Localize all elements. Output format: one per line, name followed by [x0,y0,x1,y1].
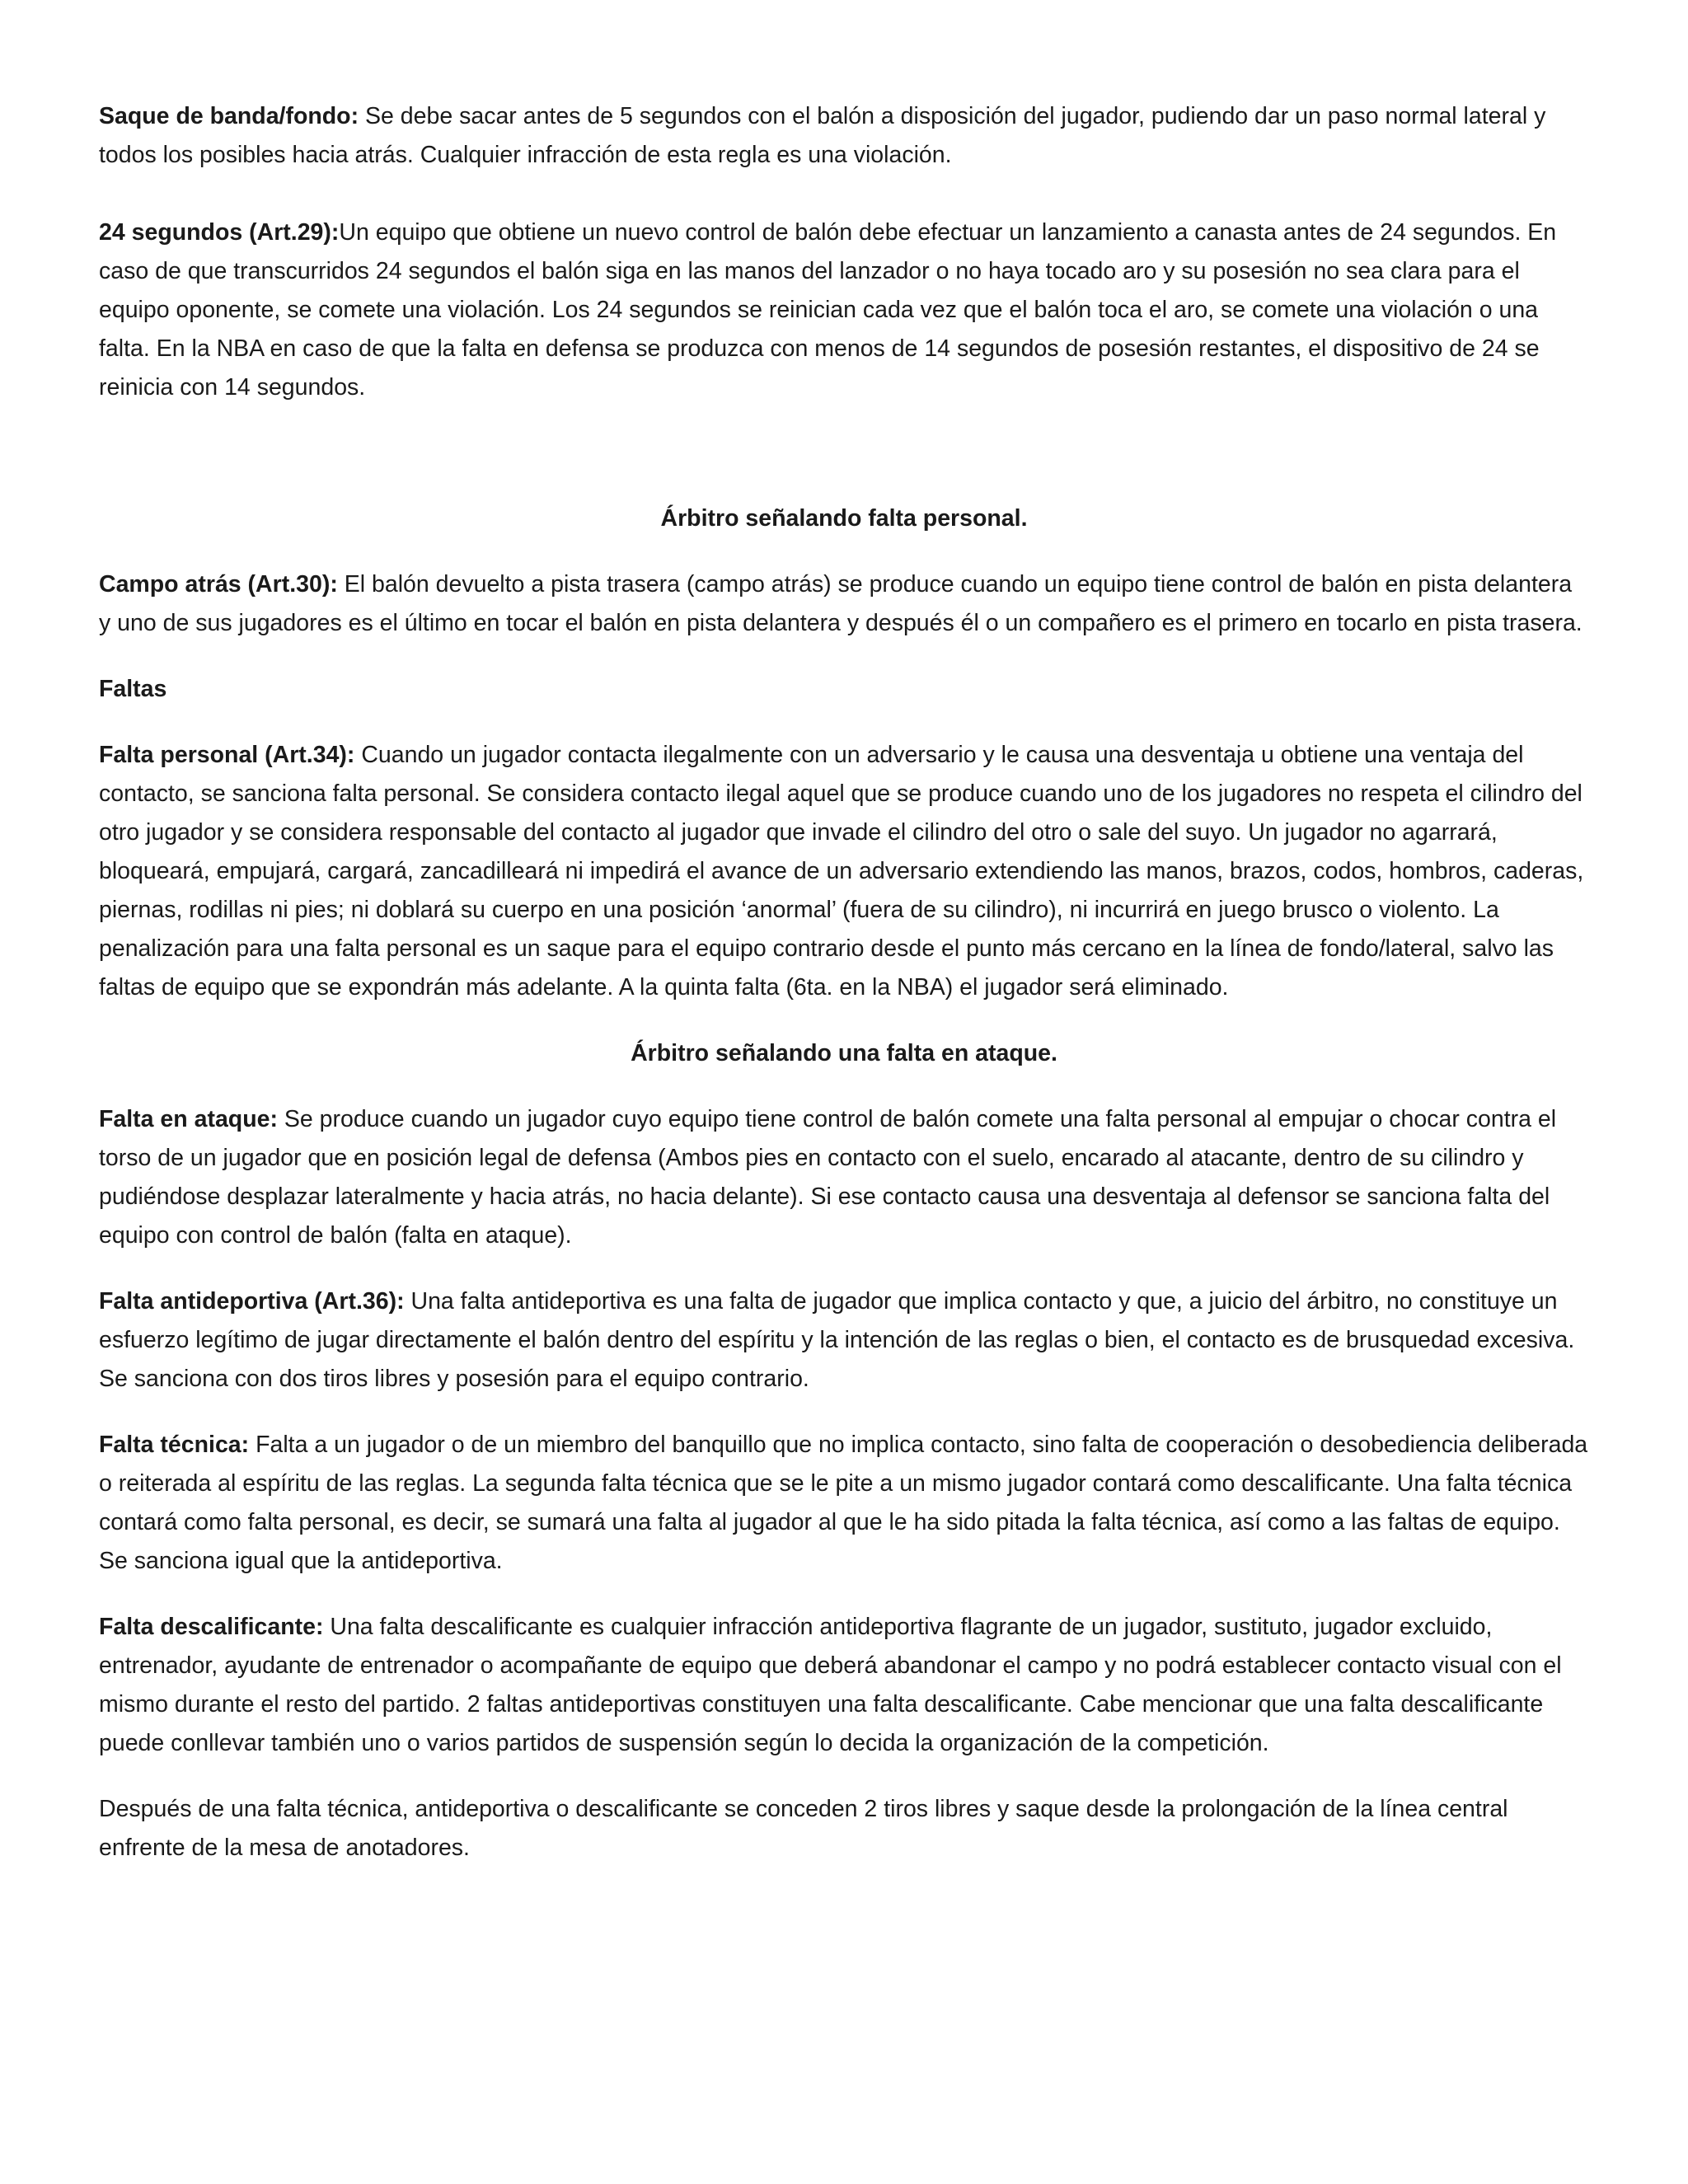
paragraph-falta-en-ataque [99,1100,1589,1255]
term-faltas: Faltas [99,676,167,702]
paragraph-text: Después de una falta técnica, antideportiva o descalificante se conceden 2 tiros libres y saque desde la prolongación de la línea central enfrente de la mesa de anotadores. [99,1796,1508,1861]
paragraph-text: Se debe sacar antes de 5 segundos con el balón a disposición del jugador, pudiendo dar un paso normal lateral y todos los posibles hacia atrás. Cualquier infracción de esta regla es una violación. [99,103,1546,168]
term-falta-tecnica: Falta técnica: [99,1432,250,1458]
paragraph-text: Falta a un jugador o de un miembro del banquillo que no implica contacto, sino falta de cooperación o desobediencia deliberada o reiterada al espíritu de las reglas. La segunda falta técnica que se le pite a un mismo jugador contará como descalificante. Una falta técnica contará como falta personal, es decir, se sumará una falta al jugador al que le ha sido pitada la falta técnica, así como a las faltas de equipo. Se sanciona igual que la antideportiva. [99,1432,1588,1574]
paragraph-text: Una falta antideportiva es una falta de jugador que implica contacto y que, a juicio del árbitro, no constituye un esfuerzo legítimo de jugar directamente el balón dentro del espíritu y la intención de las reglas o bien, el contacto es de brusquedad excesiva. Se sanciona con dos tiros libres y posesión para el equipo contrario. [99,1288,1575,1392]
term-saque-banda-fondo: Saque de banda/fondo: [99,103,359,129]
section-heading-faltas [99,670,1589,709]
paragraph-24-segundos [99,213,1589,407]
caption-falta-en-ataque: Árbitro señalando una falta en ataque. [631,1040,1057,1066]
term-falta-personal: Falta personal (Art.34): [99,742,355,768]
paragraph-campo-atras [99,565,1589,643]
term-falta-descalificante: Falta descalificante: [99,1614,324,1640]
paragraph-text: Se produce cuando un jugador cuyo equipo tiene control de balón comete una falta personal al empujar o chocar contra el torso de un jugador que en posición legal de defensa (Ambos pies en contacto con el suelo, encarado al atacante, dentro de su cilindro y pudiéndose desplazar lateralmente y hacia atrás, no hacia delante). Si ese contacto causa una desventaja al defensor se sanciona falta del equipo con control de balón (falta en ataque). [99,1106,1557,1249]
paragraph-text: El balón devuelto a pista trasera (campo atrás) se produce cuando un equipo tiene control de balón en pista delantera y uno de sus jugadores es el último en tocar el balón en pista delantera y después él o un compañero es el primero en tocarlo en pista trasera. [99,571,1582,636]
paragraph-text: Un equipo que obtiene un nuevo control de balón debe efectuar un lanzamiento a canasta antes de 24 segundos. En caso de que transcurridos 24 segundos el balón siga en las manos del lanzador o no haya tocado aro y su posesión no sea clara para el equipo oponente, se comete una violación. Los 24 segundos se reinician cada vez que el balón toca el aro, se comete una violación o una falta. En la NBA en caso de que la falta en defensa se produzca con menos de 14 segundos de posesión restantes, el dispositivo de 24 se reinicia con 14 segundos. [99,219,1557,401]
paragraph-falta-tecnica [99,1426,1589,1581]
paragraph-tiros-libres [99,1790,1589,1868]
term-falta-antideportiva: Falta antideportiva (Art.36): [99,1288,405,1315]
paragraph-text: Una falta descalificante es cualquier infracción antideportiva flagrante de un jugador, sustituto, jugador excluido, entrenador, ayudante de entrenador o acompañante de equipo que deberá abandonar el campo y no podrá establecer contacto visual con el mismo durante el resto del partido. 2 faltas antideportivas constituyen una falta descalificante. Cabe mencionar que una falta descalificante puede conllevar también uno o varios partidos de suspensión según lo decida la organización de la competición. [99,1614,1562,1756]
document-page [99,97,1589,1868]
paragraph-falta-descalificante [99,1608,1589,1763]
term-campo-atras: Campo atrás (Art.30): [99,571,338,598]
paragraph-saque-banda-fondo [99,97,1589,175]
term-falta-en-ataque: Falta en ataque: [99,1106,278,1132]
paragraph-text: Cuando un jugador contacta ilegalmente con un adversario y le causa una desventaja u obtiene una ventaja del contacto, se sanciona falta personal. Se considera contacto ilegal aquel que se produce cuando uno de los jugadores no respeta el cilindro del otro jugador y se considera responsable del contacto al jugador que invade el cilindro del otro o sale del suyo. Un jugador no agarrará, bloqueará, empujará, cargará, zancadilleará ni impedirá el avance de un adversario extendiendo las manos, brazos, codos, hombros, caderas, piernas, rodillas ni pies; ni doblará su cuerpo en una posición ‘anormal’ (fuera de su cilindro), ni incurrirá en juego brusco o violento. La penalización para una falta personal es un saque para el equipo contrario desde el punto más cercano en la línea de fondo/lateral, salvo las faltas de equipo que se expondrán más adelante. A la quinta falta (6ta. en la NBA) el jugador será eliminado. [99,742,1584,1001]
term-24-segundos: 24 segundos (Art.29): [99,219,340,246]
paragraph-falta-antideportiva [99,1282,1589,1399]
caption-falta-personal: Árbitro señalando falta personal. [660,505,1028,532]
paragraph-falta-personal [99,736,1589,1007]
